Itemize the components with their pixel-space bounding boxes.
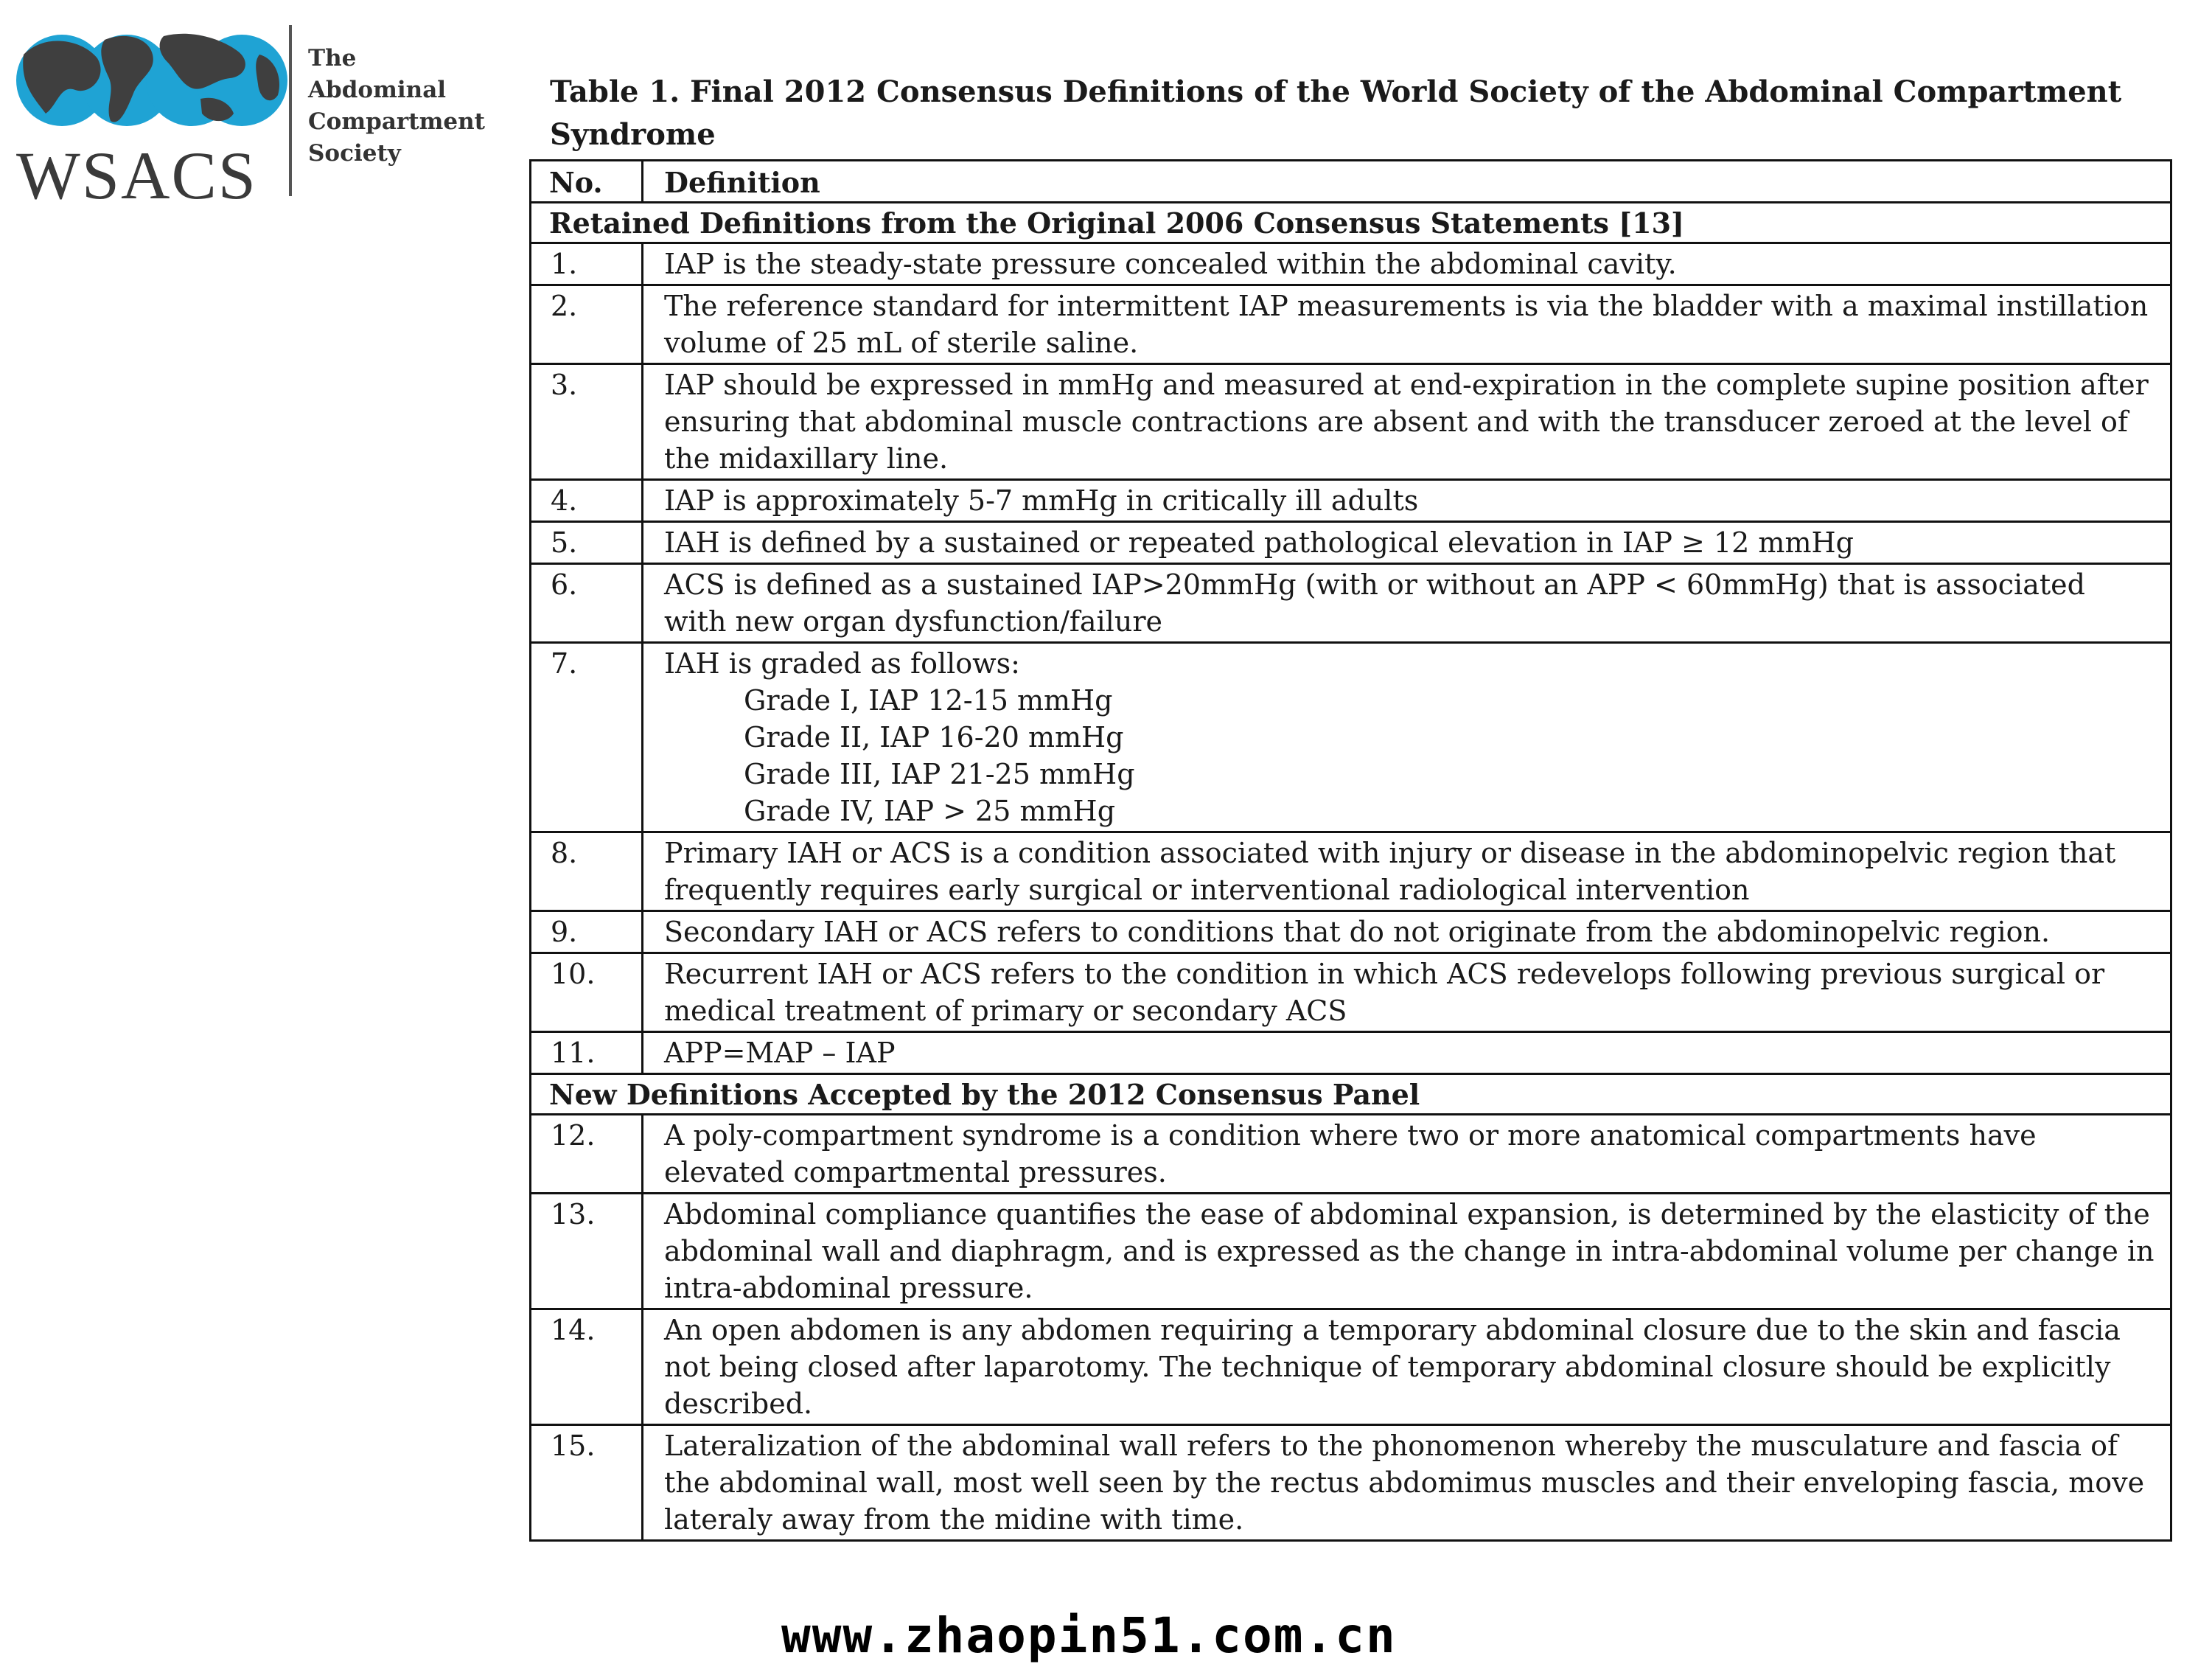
logo-wordmark: WSACS bbox=[16, 138, 257, 213]
row-number: 5. bbox=[531, 522, 643, 564]
row-definition bbox=[643, 285, 2171, 364]
definition-text: An open abdomen is any abdomen requiring a temporary abdominal closure due to the skin and fascia not being closed after laparotomy. The technique of temporary abdominal closure should be explicitly described. bbox=[664, 1314, 2121, 1420]
society-line: Compartment bbox=[308, 108, 485, 135]
table-row bbox=[531, 911, 2171, 953]
row-number: 1. bbox=[531, 243, 643, 285]
definition-text: APP=MAP – IAP bbox=[664, 1037, 896, 1069]
row-number: 2. bbox=[531, 285, 643, 364]
row-number: 7. bbox=[531, 643, 643, 832]
table-row bbox=[531, 953, 2171, 1032]
row-number: 13. bbox=[531, 1194, 643, 1309]
row-definition bbox=[643, 1115, 2171, 1194]
row-definition bbox=[643, 364, 2171, 480]
row-number: 4. bbox=[531, 480, 643, 522]
section-heading-row bbox=[531, 1074, 2171, 1115]
row-definition bbox=[643, 643, 2171, 832]
table-row bbox=[531, 1032, 2171, 1074]
row-definition bbox=[643, 1194, 2171, 1309]
definition-text: ACS is defined as a sustained IAP>20mmHg (with or without an APP < 60mmHg) that is associated with new organ dysfunction/failure bbox=[664, 568, 2085, 638]
row-number: 6. bbox=[531, 564, 643, 643]
table-row bbox=[531, 285, 2171, 364]
row-number: 14. bbox=[531, 1309, 643, 1425]
row-definition bbox=[643, 480, 2171, 522]
table-row bbox=[531, 1425, 2171, 1541]
definition-text: IAP should be expressed in mmHg and measured at end-expiration in the complete supine position after ensuring that abdominal muscle contractions are absent and with the transducer zeroed at the level of the midaxillary line. bbox=[664, 369, 2149, 475]
definitions-table bbox=[529, 159, 2172, 1542]
table-row bbox=[531, 364, 2171, 480]
row-number: 10. bbox=[531, 953, 643, 1032]
row-number: 15. bbox=[531, 1425, 643, 1541]
header-no: No. bbox=[531, 161, 643, 203]
section-heading: Retained Definitions from the Original 2006 Consensus Statements [13] bbox=[531, 203, 2171, 243]
row-definition bbox=[643, 1032, 2171, 1074]
definition-text: A poly-compartment syndrome is a condition where two or more anatomical compartments have elevated compartmental pressures. bbox=[664, 1119, 2037, 1188]
row-definition bbox=[643, 911, 2171, 953]
grade-item: Grade I, IAP 12-15 mmHg bbox=[744, 684, 1113, 717]
row-number: 12. bbox=[531, 1115, 643, 1194]
society-line: Society bbox=[308, 140, 401, 167]
row-definition bbox=[643, 564, 2171, 643]
table-row bbox=[531, 243, 2171, 285]
row-number: 9. bbox=[531, 911, 643, 953]
grade-item: Grade IV, IAP > 25 mmHg bbox=[744, 795, 1116, 827]
row-definition bbox=[643, 953, 2171, 1032]
section-heading-row bbox=[531, 203, 2171, 243]
wsacs-logo bbox=[16, 25, 289, 213]
row-definition bbox=[643, 1425, 2171, 1541]
definition-text: Recurrent IAH or ACS refers to the condition in which ACS redevelops following previous surgical or medical treatment of primary or secondary ACS bbox=[664, 958, 2105, 1027]
table-row bbox=[531, 480, 2171, 522]
logo-divider bbox=[289, 25, 292, 196]
row-definition bbox=[643, 522, 2171, 564]
society-name bbox=[308, 43, 485, 170]
definition-text: IAP is approximately 5-7 mmHg in critically ill adults bbox=[664, 484, 1419, 517]
table-header-row bbox=[531, 161, 2171, 203]
table-row bbox=[531, 832, 2171, 911]
row-number: 3. bbox=[531, 364, 643, 480]
table-row bbox=[531, 564, 2171, 643]
definition-text: Secondary IAH or ACS refers to conditions that do not originate from the abdominopelvic region. bbox=[664, 916, 2051, 948]
table-body bbox=[531, 203, 2171, 1541]
grade-item: Grade II, IAP 16-20 mmHg bbox=[744, 721, 1124, 753]
row-definition bbox=[643, 1309, 2171, 1425]
definition-text: IAP is the steady-state pressure concealed within the abdominal cavity. bbox=[664, 248, 1677, 280]
row-number: 8. bbox=[531, 832, 643, 911]
watermark-url: www.zhaopin51.com.cn bbox=[781, 1607, 1397, 1664]
grade-item: Grade III, IAP 21-25 mmHg bbox=[744, 758, 1135, 790]
definition-text: Abdominal compliance quantifies the ease of abdominal expansion, is determined by the elasticity of the abdominal wall and diaphragm, and is expressed as the change in intra-abdominal volume per change in intra-abdominal pressure. bbox=[664, 1198, 2155, 1304]
definition-text: IAH is graded as follows: bbox=[664, 647, 1020, 680]
table-row bbox=[531, 1309, 2171, 1425]
row-definition bbox=[643, 243, 2171, 285]
definition-text: Primary IAH or ACS is a condition associated with injury or disease in the abdominopelvic region that frequently requires early surgical or interventional radiological intervention bbox=[664, 837, 2116, 906]
table-row bbox=[531, 643, 2171, 832]
table-row bbox=[531, 522, 2171, 564]
definition-text: Lateralization of the abdominal wall refers to the phonomenon whereby the musculature and fascia of the abdominal wall, most well seen by the rectus abdomimus muscles and their enveloping fascia, move lateraly away from the midine with time. bbox=[664, 1430, 2145, 1536]
table-row bbox=[531, 1115, 2171, 1194]
society-line: The bbox=[308, 45, 357, 72]
definition-text: IAH is defined by a sustained or repeated pathological elevation in IAP ≥ 12 mmHg bbox=[664, 526, 1854, 559]
table-row bbox=[531, 1194, 2171, 1309]
row-definition bbox=[643, 832, 2171, 911]
definition-text: The reference standard for intermittent IAP measurements is via the bladder with a maximal instillation volume of 25 mL of sterile saline. bbox=[664, 290, 2149, 359]
header-definition: Definition bbox=[643, 161, 2171, 203]
society-line: Abdominal bbox=[308, 77, 447, 103]
section-heading: New Definitions Accepted by the 2012 Consensus Panel bbox=[531, 1074, 2171, 1115]
globe-icon bbox=[16, 25, 289, 136]
table-title: Table 1. Final 2012 Consensus Definitions of the World Society of the Abdominal Compartment Syndrome bbox=[550, 74, 2122, 152]
row-number: 11. bbox=[531, 1032, 643, 1074]
